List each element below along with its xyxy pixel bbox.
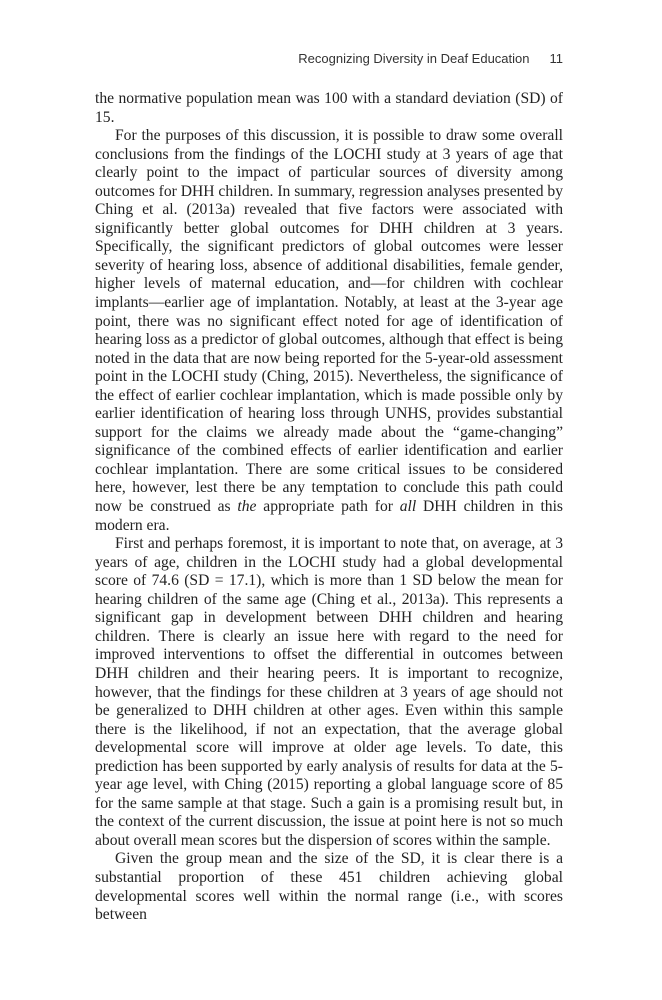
running-header bbox=[95, 51, 563, 66]
paragraph-3: First and perhaps foremost, it is important to note that, on average, at 3 years of age, children in the LOCHI study had a global developmental score of 74.6 (SD = 17.1), which is more than 1 SD below the mean for hearing children of the same age (Ching et al., 2013a). This represents a significant gap in development between DHH children and hearing children. There is clearly an issue here with regard to the need for improved interventions to offset the differential in outcomes between DHH children and their hearing peers. It is important to recognize, however, that the findings for these children at 3 years of age should not be generalized to DHH children at other ages. Even within this sample there is the likelihood, if not an expectation, that the average global developmental score will improve at older age levels. To date, this prediction has been supported by early analysis of results for data at the 5-year age level, with Ching (2015) reporting a global language score of 85 for the same sample at that stage. Such a gain is a promising result but, in the context of the current discussion, the issue at point here is not so much about overall mean scores but the dispersion of scores within the sample. bbox=[95, 535, 563, 849]
paragraph-2-emphasis-the: the bbox=[237, 498, 257, 516]
paragraph-2-text-b: appropriate path for bbox=[256, 498, 400, 516]
paragraph-2-text-c: DHH children in this modern era. bbox=[95, 498, 563, 534]
body-text bbox=[95, 90, 563, 925]
paragraph-2 bbox=[95, 127, 563, 535]
running-title: Recognizing Diversity in Deaf Education bbox=[298, 51, 530, 66]
paragraph-1: the normative population mean was 100 with a standard deviation (SD) of 15. bbox=[95, 90, 563, 126]
paragraph-4: Given the group mean and the size of the SD, it is clear there is a substantial proportion of these 451 children achieving global developmental scores well within the normal range (i.e., with scores between bbox=[95, 850, 563, 924]
paragraph-2-text-a: For the purposes of this discussion, it is possible to draw some overall conclusions from the findings of the LOCHI study at 3 years of age that clearly point to the impact of particular sources of diversity among outcomes for DHH children. In summary, regression analyses presented by Ching et al. (2013a) revealed that five factors were associated with significantly better global outcomes for DHH children at 3 years. Specifically, the significant predictors of global outcomes were lesser severity of hearing loss, absence of additional disabilities, female gender, higher levels of maternal education, and—for children with cochlear implants—earlier age of implantation. Notably, at least at the 3-year age point, there was no significant effect noted for age of identification of hearing loss as a predictor of global outcomes, although that effect is being noted in the data that are now being reported for the 5-year-old assessment point in the LOCHI study (Ching, 2015). Nevertheless, the significance of the effect of earlier cochlear implantation, which is made possible only by earlier identification of hearing loss through UNHS, provides substantial support for the claims we already made about the “game-changing” significance of the combined effects of earlier identification and earlier cochlear implantation. There are some critical issues to be considered here, however, lest there be any temptation to conclude this path could now be construed as bbox=[95, 127, 563, 516]
page-number: 11 bbox=[549, 51, 563, 66]
paragraph-2-emphasis-all: all bbox=[399, 498, 417, 516]
